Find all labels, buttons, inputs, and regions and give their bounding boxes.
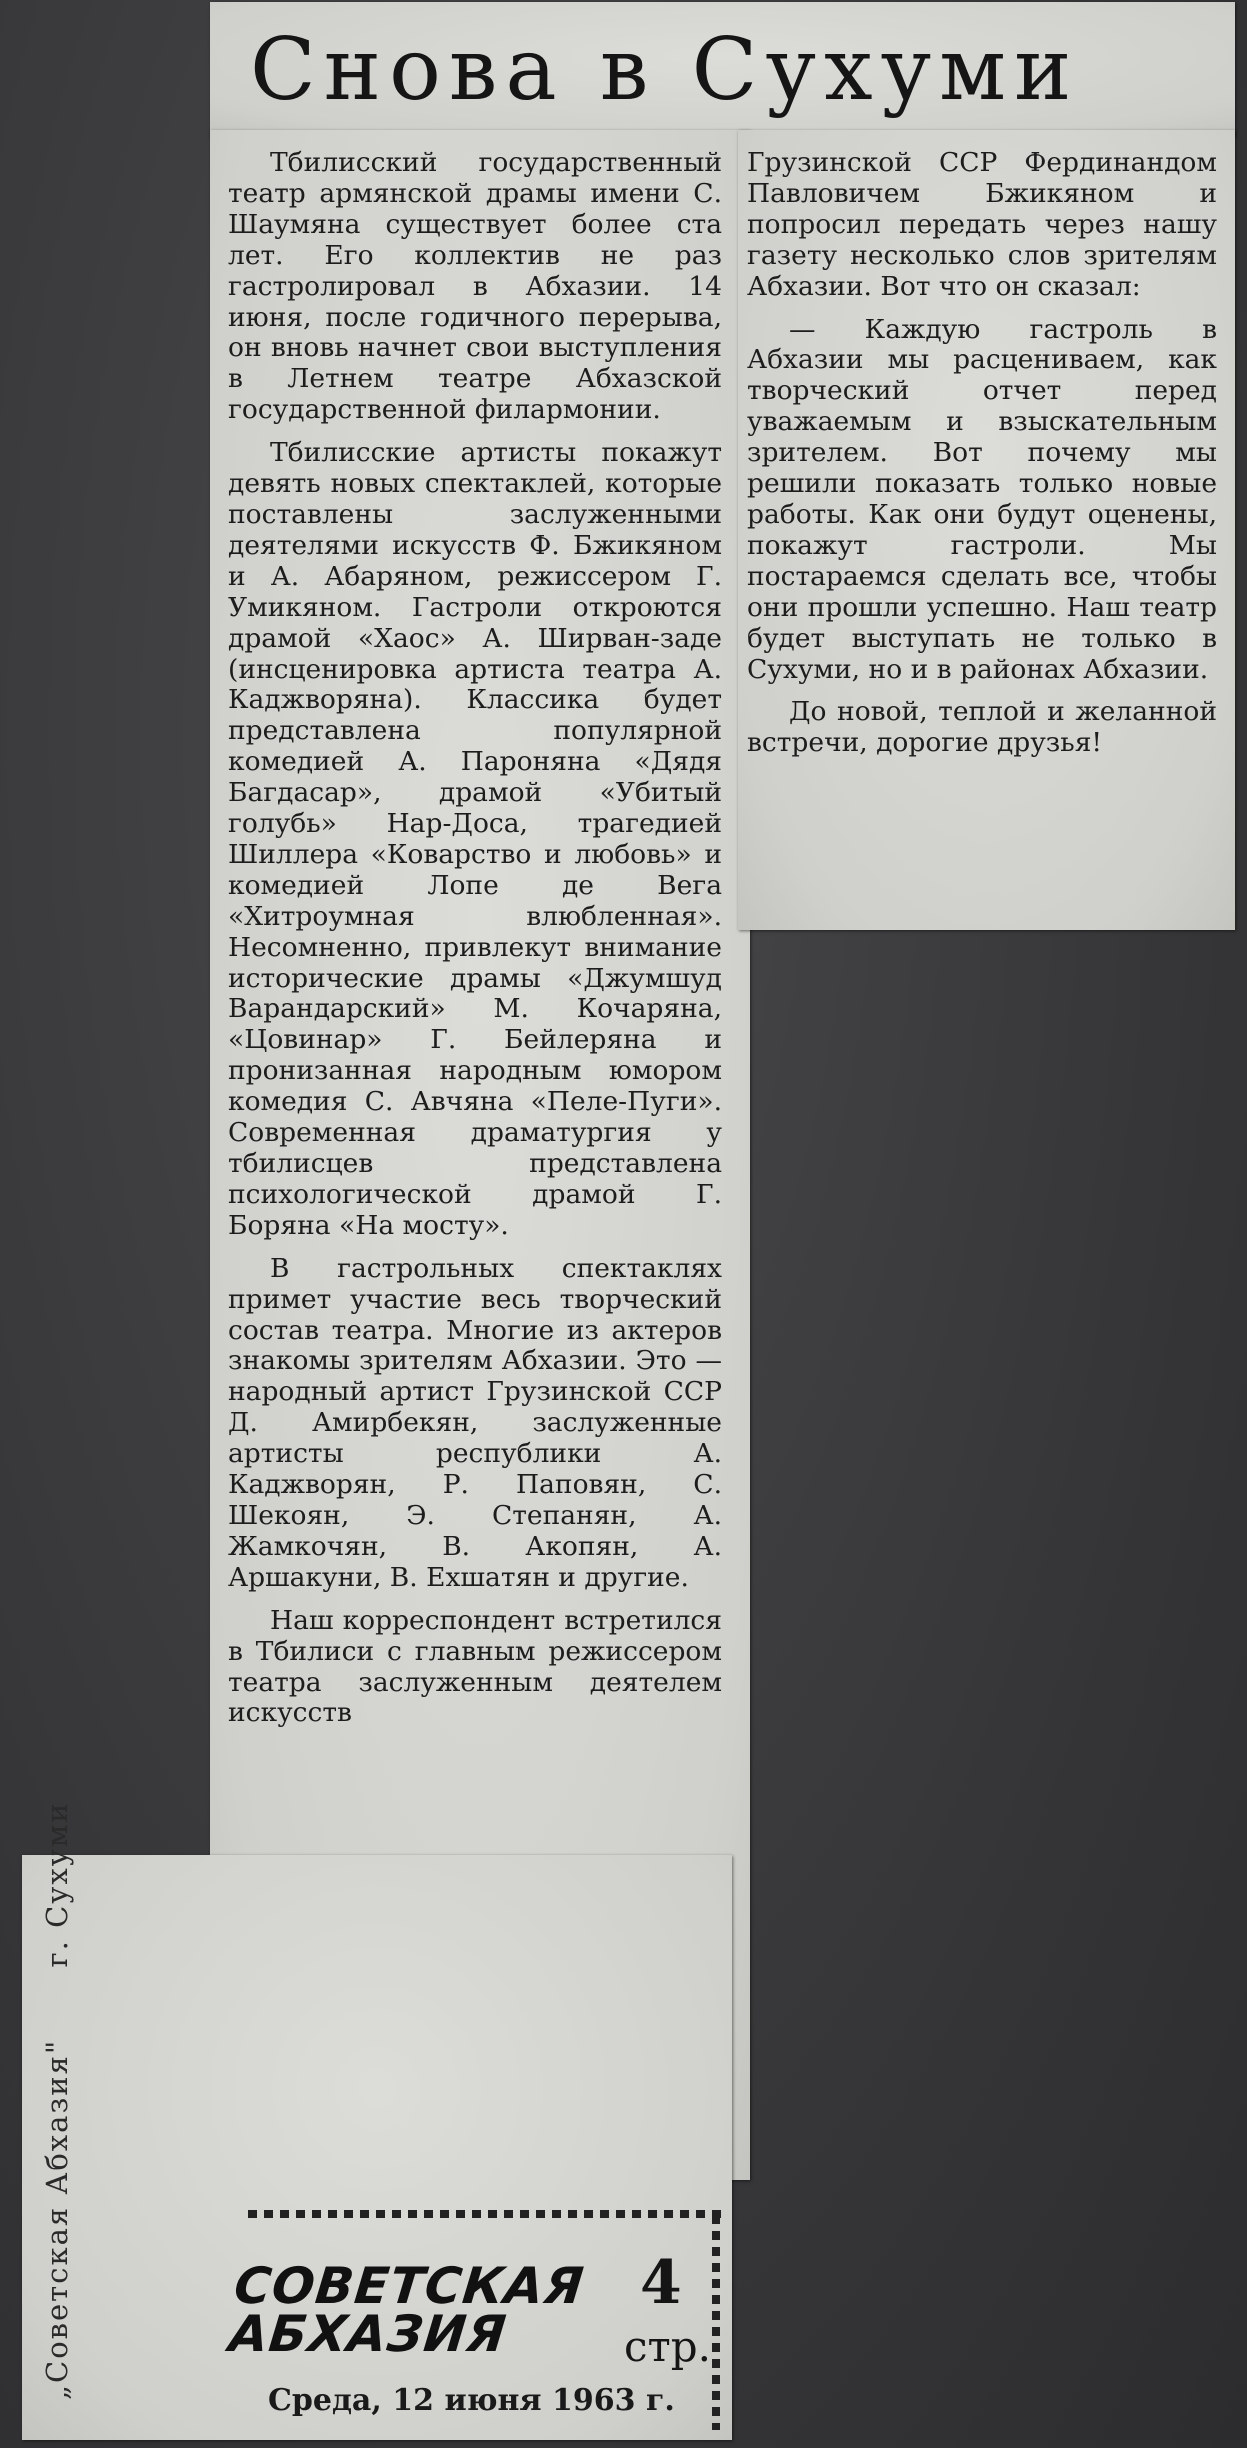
article-left-column xyxy=(228,148,722,1741)
page-label: стр. xyxy=(624,2322,711,2371)
article-paragraph: Грузинской ССР Фердинандом Павловичем Бжикяном и попросил передать через нашу газету несколько слов зрителям Абхазии. Вот что он сказал: xyxy=(747,147,1217,302)
newspaper-masthead xyxy=(226,2257,627,2363)
masthead-line1: СОВЕТСКАЯ xyxy=(231,2257,587,2315)
article-headline: Снова в Сухуми xyxy=(250,20,1080,120)
article-paragraph: Тбилисский государственный театр армянской драмы имени С. Шаумяна существует более ста лет. Его коллектив не раз гастролировал в Абхазии. 14 июня, после годичного перерыва, он вновь начнет свои выступления в Летнем театре Абхазской государственной филармонии. xyxy=(228,147,722,426)
article-paragraph: Тбилисские артисты покажут девять новых спектаклей, которые поставлены заслуженными деятелями искусств Ф. Бжикяном и А. Абаряном, режиссером Г. Умикяном. Гастроли откроются драмой «Хаос» А. Ширван-заде (инсценировка артиста театра А. Каджворяна). Классика будет представлена популярной комедией А. Пароняна «Дядя Багдасар», драмой «Убитый голубь» Нар-Доса, трагедией Шиллера «Коварство и любовь» и комедией Лопе де Вега «Хитроумная влюбленная». Несомненно, привлекут внимание исторические драмы «Джумшуд Варандарский» М. Кочаряна, «Цовинар» Г. Бейлеряна и пронизанная народным юмором комедия С. Авчяна «Пеле-Пуги». Современная драматургия у тбилисцев представлена психологической драмой Г. Боряна «На мосту». xyxy=(228,437,722,1241)
article-paragraph: В гастрольных спектаклях примет участие весь творческий состав театра. Многие из актеров знакомы зрителям Абхазии. Это — народный артист Грузинской ССР Д. Амирбекян, заслуженные артисты республики А. Каджворян, Р. Паповян, С. Шекоян, Э. Степанян, А. Жамкочян, В. Акопян, А. Аршакуни, В. Ехшатян и другие. xyxy=(228,1252,722,1593)
article-paragraph: — Каждую гастроль в Абхазии мы расцениваем, как творческий отчет перед уважаемым и взыскательным зрителем. Вот почему мы решили показать только новые работы. Как они будут оценены, покажут гастроли. Мы постараемся сделать все, чтобы они прошли успешно. Наш театр будет выступать не только в Сухуми, но и в районах Абхазии. xyxy=(747,313,1217,685)
article-right-column xyxy=(747,148,1217,771)
dashed-divider xyxy=(248,2210,723,2218)
page-number: 4 xyxy=(640,2248,682,2318)
source-newspaper-name: „Советская Абхазия" xyxy=(40,2038,74,2400)
article-paragraph: Наш корреспондент встретился в Тбилиси с главным режиссером театра заслуженным деятелем искусств xyxy=(228,1604,722,1729)
source-stamp xyxy=(40,1801,74,2400)
article-paragraph: До новой, теплой и желанной встречи, дорогие друзья! xyxy=(747,696,1217,759)
masthead-line2: АБХАЗИЯ xyxy=(226,2305,510,2363)
source-city: г. Сухуми xyxy=(40,1801,74,1968)
dashed-divider-vertical xyxy=(712,2215,720,2430)
issue-date: Среда, 12 июня 1963 г. xyxy=(268,2383,675,2418)
